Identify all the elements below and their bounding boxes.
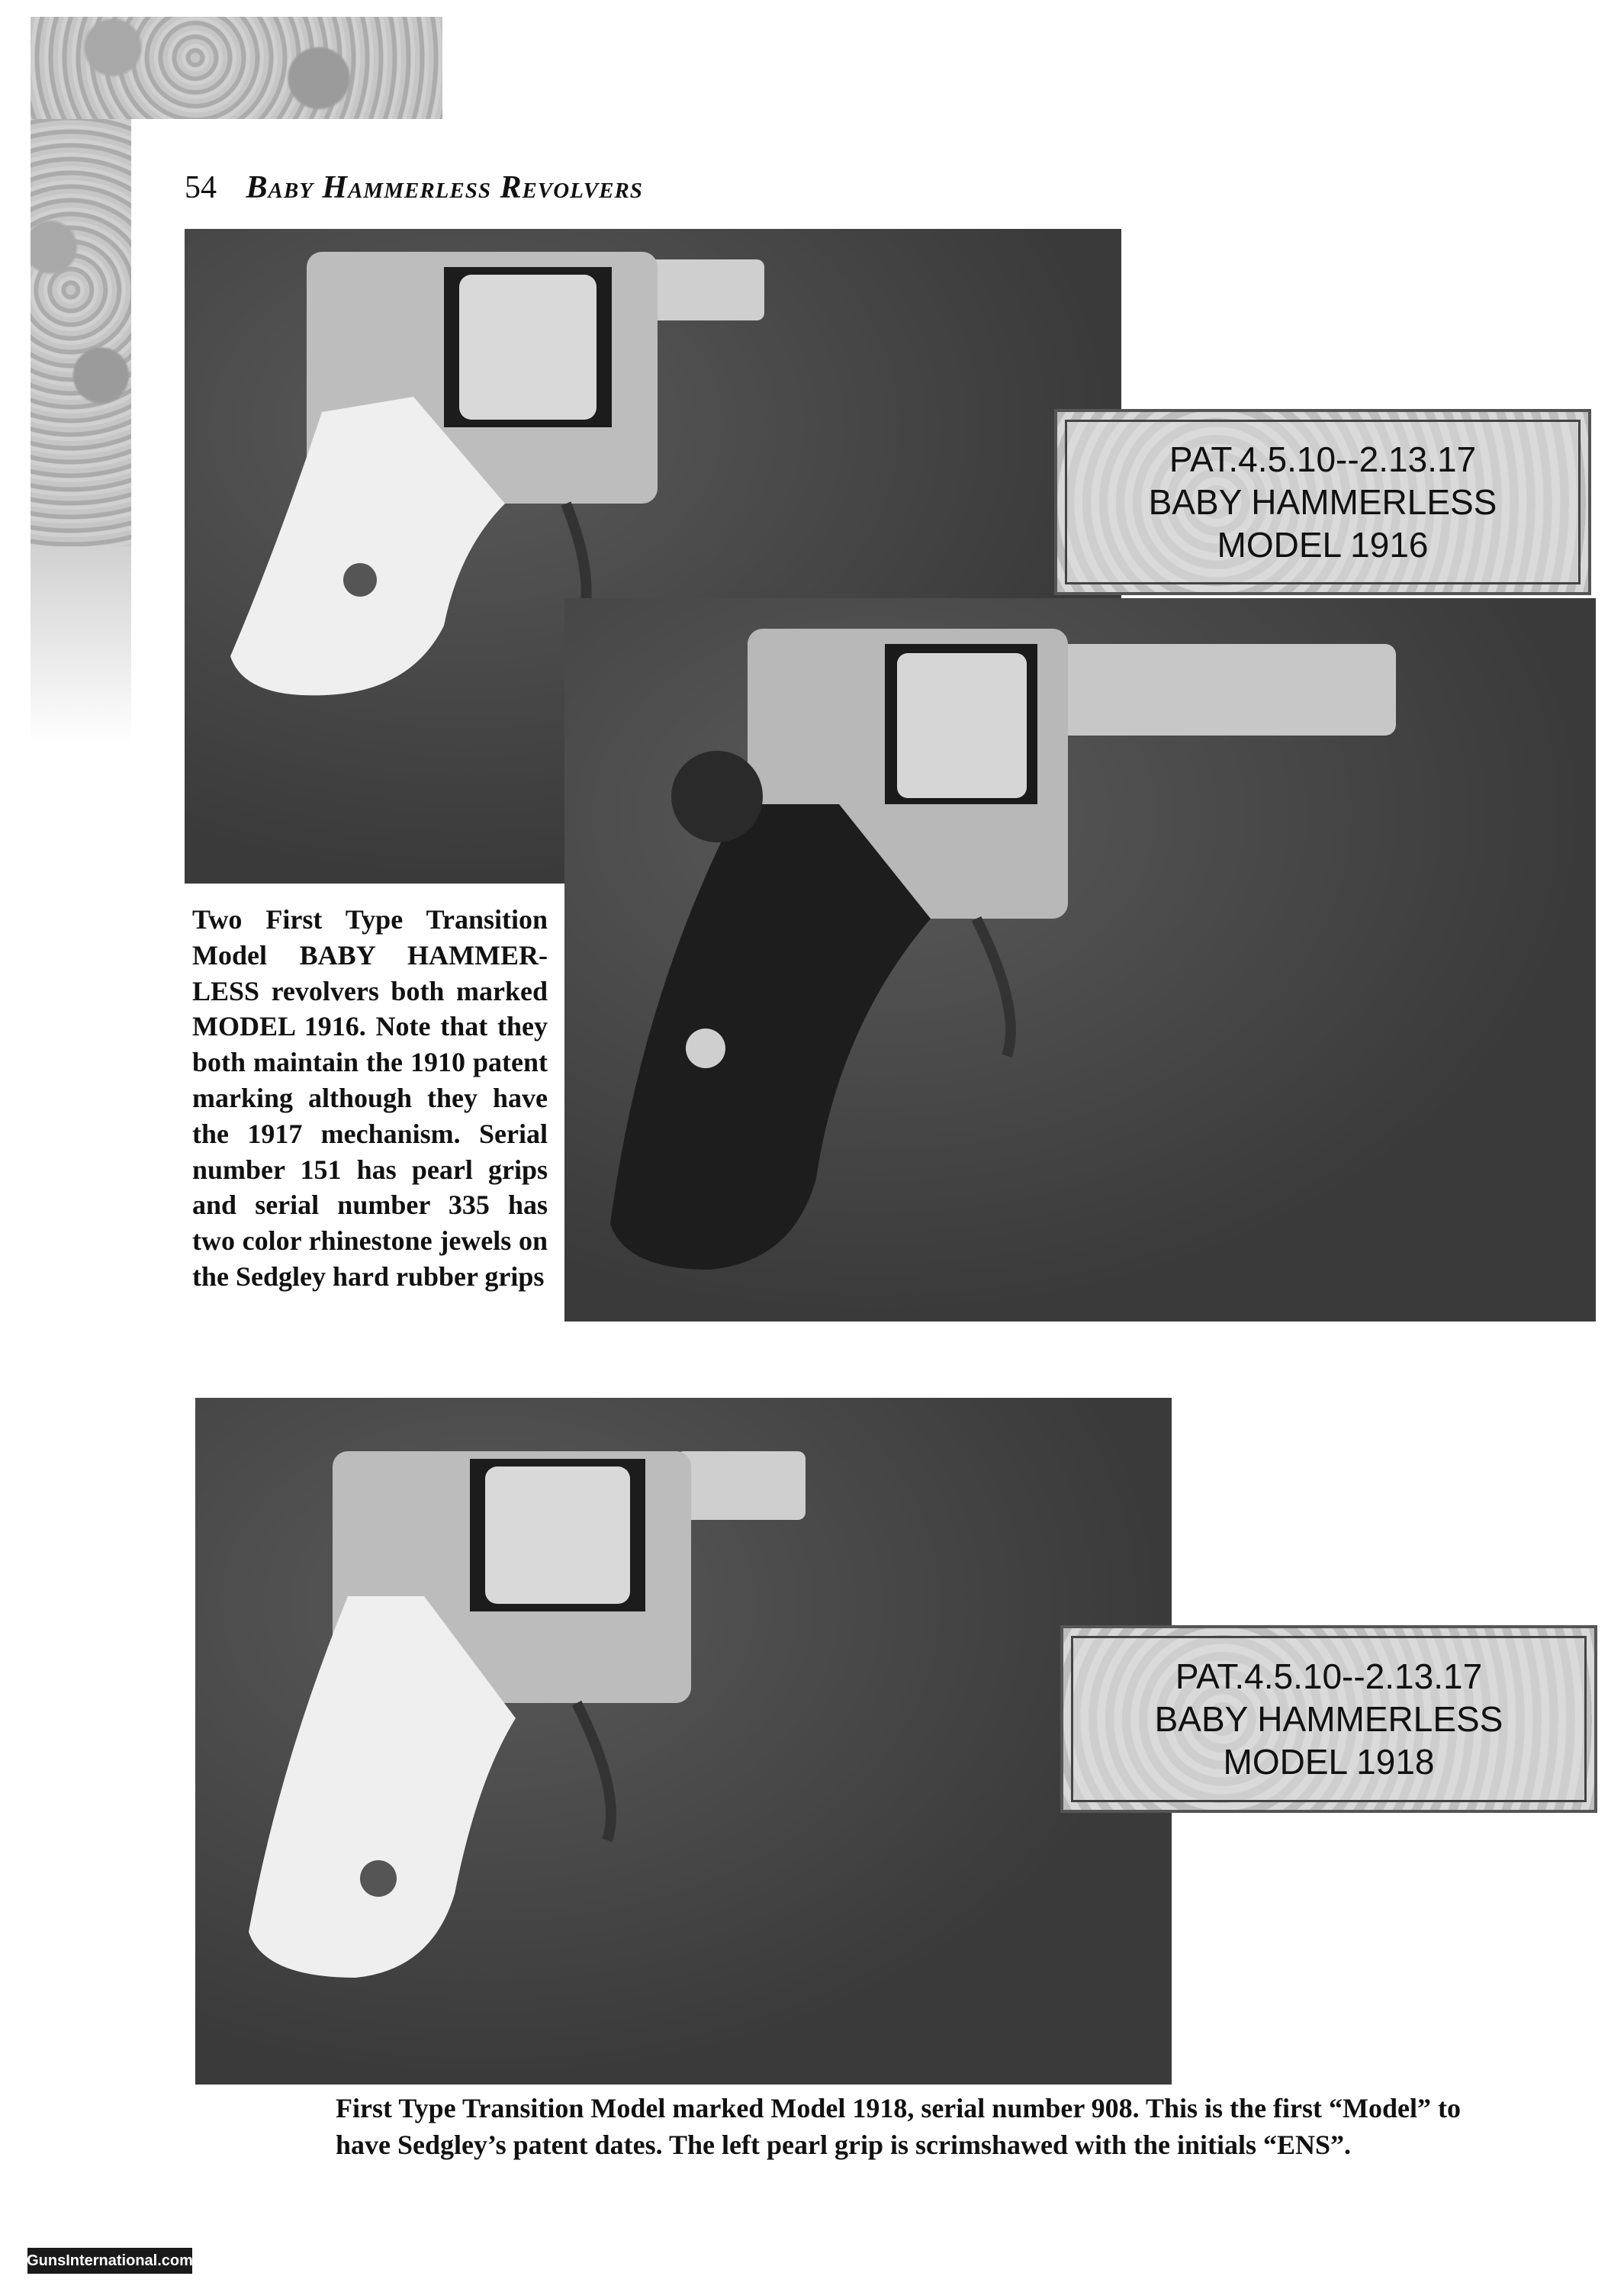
plate-line: MODEL 1918 [1223,1742,1435,1782]
cylinder [897,653,1027,798]
decorative-marble-top [31,17,442,119]
page-number: 54 [185,170,217,205]
caption-top: Two First Type Transition Model BABY HAMMER-LESS revolvers both marked MODEL 1916. Note that they both maintain the 1910 patent marking although they have the 1917 mechanism. Serial number 151 has pearl grips and serial number 335 has two color rhinestone jewels on the Sedgley hard rubber grips [192,902,548,1295]
trigger [976,919,1011,1056]
revolver-illustration-3 [195,1398,1172,2085]
checkered-grip [610,804,931,1270]
page-header [185,169,643,206]
photo-revolver-rubber-grip [564,598,1596,1322]
photo-revolver-pearl-1918 [195,1398,1172,2085]
barrel [642,259,764,320]
decorative-marble-fade [31,546,131,745]
watermark-logo: GunsInternational.com [27,2248,192,2274]
grip-screw [360,1860,397,1897]
barrel [676,1451,806,1520]
decorative-marble-left [31,119,131,546]
plate-line: PAT.4.5.10--2.13.17 [1169,439,1477,479]
grip-screw [343,563,377,597]
patent-plate-1916 [1054,409,1591,595]
caption-bottom: First Type Transition Model marked Model 1918, serial number 908. This is the first “Model” to have Sedgley’s patent dates. The left pearl grip is scrimshawed with the initials “ENS”. [336,2093,1461,2160]
barrel [1015,644,1396,736]
plate-line: BABY HAMMERLESS [1154,1698,1503,1739]
trigger [577,1703,611,1840]
cylinder [459,275,597,420]
plate-line: PAT.4.5.10--2.13.17 [1175,1656,1483,1696]
plate-line: MODEL 1916 [1217,525,1429,565]
revolver-illustration-2 [564,598,1596,1322]
rhinestone-jewel [686,1029,725,1068]
patent-plate-1918 [1060,1625,1597,1813]
grip-medallion [671,751,763,842]
running-title: Baby Hammerless Revolvers [246,170,643,205]
plate-line: BABY HAMMERLESS [1148,481,1497,522]
cylinder [485,1466,630,1604]
